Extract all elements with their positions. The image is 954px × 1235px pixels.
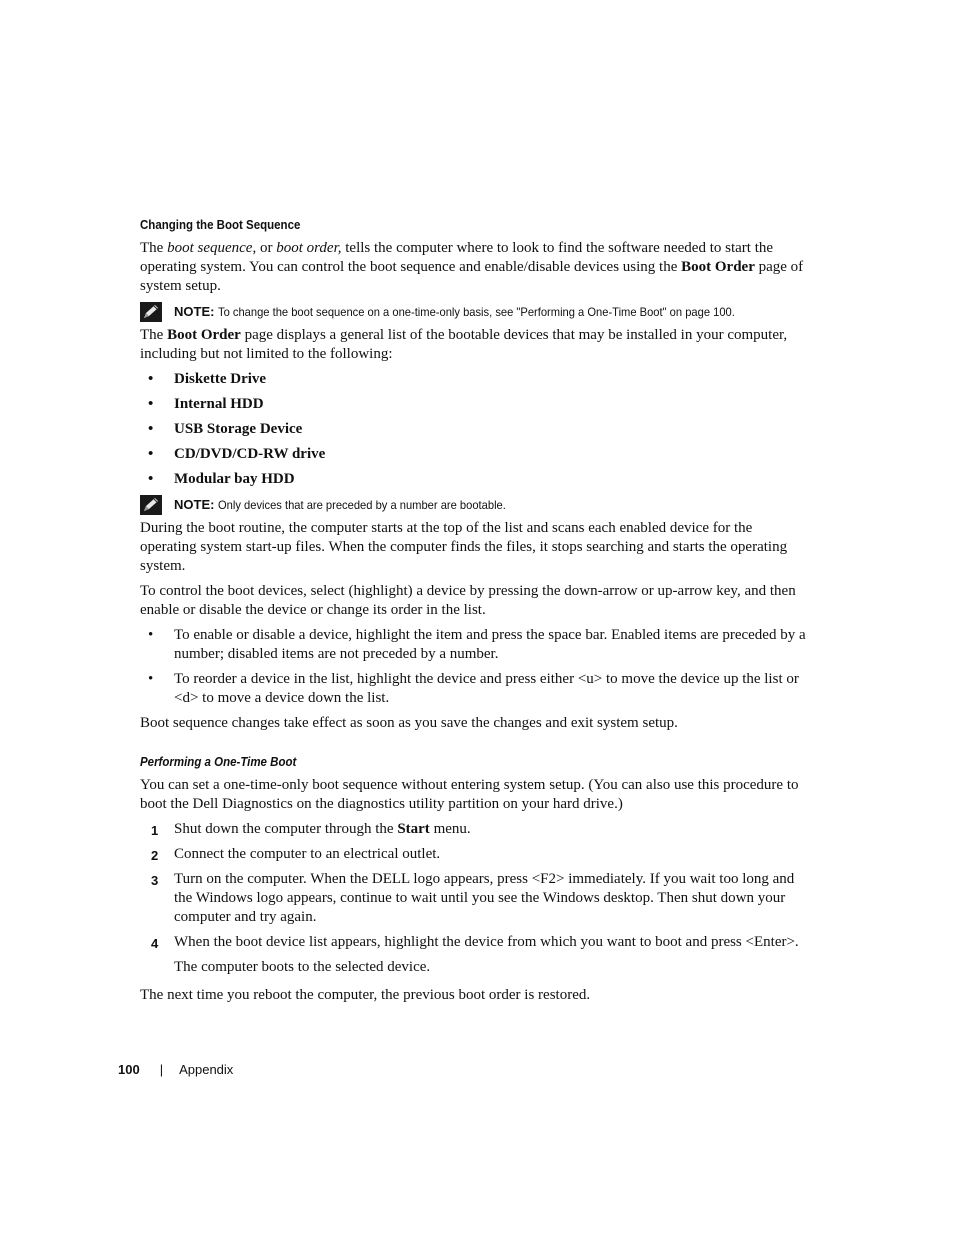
note-label: NOTE: xyxy=(174,497,215,512)
note-label: NOTE: xyxy=(174,304,215,319)
intro-paragraph xyxy=(140,239,812,296)
device-label: Internal HDD xyxy=(174,396,264,412)
page-number: 100 xyxy=(118,1062,140,1077)
list-item: • CD/DVD/CD-RW drive xyxy=(148,446,326,462)
intro-text-3: tells the computer where to look to find the software needed to start the operating system. You can control the boot sequence and enable/disable devices using the xyxy=(140,240,774,275)
step-text: Connect the computer to an electrical outlet. xyxy=(174,846,441,862)
list-item: • Diskette Drive xyxy=(148,371,267,387)
intro-term-boot-sequence: boot sequence xyxy=(167,240,253,256)
device-label: Diskette Drive xyxy=(174,371,267,387)
boot-order-paragraph xyxy=(140,326,812,364)
step-text: Turn on the computer. When the DELL logo appears, press <F2> immediately. If you wait too long and the Windows logo appears, continue to wait until you see the Windows desktop. Then shut down your computer and try again. xyxy=(174,871,795,925)
boot-routine-paragraph: During the boot routine, the computer starts at the top of the list and scans each enabled device for the operating system start-up files. When the computer finds the files, it stops searching and starts the operating system. xyxy=(140,520,788,574)
step-item xyxy=(140,870,812,927)
intro-text-2: , or xyxy=(252,240,277,256)
step4-followup: The computer boots to the selected device. xyxy=(174,959,431,975)
step-text: When the boot device list appears, highlight the device from which you want to boot and press <Enter>. xyxy=(174,934,799,950)
step-number: 2 xyxy=(151,848,159,863)
note-text: Only devices that are preceded by a number are bootable. xyxy=(218,498,507,512)
page-content xyxy=(140,218,812,1011)
footer-separator: | xyxy=(159,1062,164,1077)
step-item xyxy=(140,933,812,952)
instruction-text: To enable or disable a device, highlight the item and press the space bar. Enabled items are preceded by a number; disabled items are not preceded by a number. xyxy=(174,627,806,662)
list-item: • To reorder a device in the list, highlight the device and press either <u> to move the device up the list or <d> to move a device down the list. xyxy=(148,671,799,706)
control-paragraph: To control the boot devices, select (highlight) a device by pressing the down-arrow or up-arrow key, and then enable or disable the device or change its order in the list. xyxy=(140,583,796,618)
device-label: Modular bay HDD xyxy=(174,471,295,487)
changes-paragraph: Boot sequence changes take effect as soon as you save the changes and exit system setup. xyxy=(140,715,678,731)
step-item xyxy=(140,820,812,839)
final-paragraph: The next time you reboot the computer, the previous boot order is restored. xyxy=(140,987,591,1003)
step-number: 1 xyxy=(151,823,159,838)
page-footer xyxy=(118,1062,233,1077)
note-pencil-icon xyxy=(140,302,162,322)
step-item xyxy=(140,845,812,864)
intro-text-1: The xyxy=(140,240,168,256)
instruction-text: To reorder a device in the list, highlight the device and press either <u> to move the device up the list or <d> to move a device down the list. xyxy=(174,671,799,706)
list-item: • Internal HDD xyxy=(148,396,264,412)
boot-order-text-2: page displays a general list of the bootable devices that may be installed in your computer, including but not limited to the following: xyxy=(140,327,788,362)
footer-section: Appendix xyxy=(179,1062,234,1077)
control-instructions-list xyxy=(140,626,812,708)
boot-order-term: Boot Order xyxy=(167,327,241,343)
intro-term-boot-order: boot order, xyxy=(276,240,342,256)
step-text-end: menu. xyxy=(429,821,471,837)
step-start-menu: Start xyxy=(397,821,430,837)
device-label: USB Storage Device xyxy=(174,421,303,437)
device-label: CD/DVD/CD-RW drive xyxy=(174,446,326,462)
note-text: To change the boot sequence on a one-time-only basis, see "Performing a One-Time Boot" on page 100. xyxy=(218,305,736,319)
device-list xyxy=(140,370,812,489)
note-bootable-devices xyxy=(140,495,812,515)
step-number: 3 xyxy=(151,873,159,888)
subsection-title: Performing a One-Time Boot xyxy=(140,755,297,769)
list-item: • To enable or disable a device, highlight the item and press the space bar. Enabled items are preceded by a number; disabled items are not preceded by a number. xyxy=(148,627,806,662)
steps-list xyxy=(140,820,812,952)
intro-boot-order-page: Boot Order xyxy=(681,259,755,275)
list-item: • Modular bay HDD xyxy=(148,471,295,487)
section-title: Changing the Boot Sequence xyxy=(140,218,301,232)
one-time-paragraph: You can set a one-time-only boot sequence without entering system setup. (You can also use this procedure to boot the Dell Diagnostics on the diagnostics utility partition on your hard drive.) xyxy=(140,777,799,812)
list-item: • USB Storage Device xyxy=(148,421,303,437)
note-one-time-boot xyxy=(140,302,812,322)
step-number: 4 xyxy=(151,936,159,951)
note-pencil-icon xyxy=(140,495,162,515)
boot-order-text-1: The xyxy=(140,327,168,343)
step-text: Shut down the computer through the xyxy=(174,821,398,837)
intro-text-4: page of system setup. xyxy=(140,259,804,294)
